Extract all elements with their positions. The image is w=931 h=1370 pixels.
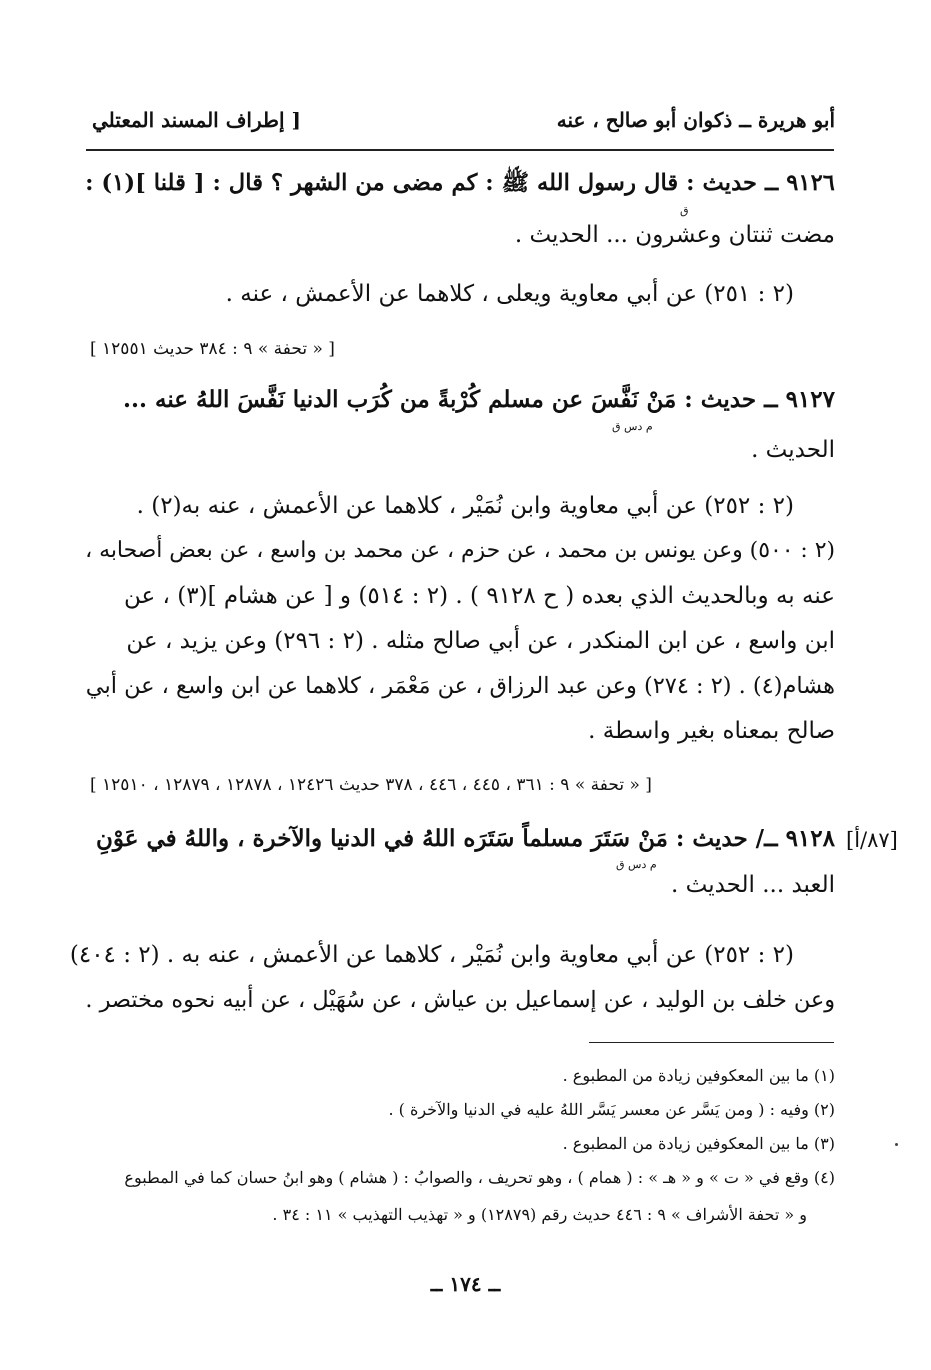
hadith-9126-sigla: ق bbox=[680, 204, 689, 217]
hadith-9128-line1: ٩١٢٨ ــ/ حديث : مَنْ سَتَرَ مسلماً سَتَرَه اللهُ في الدنيا والآخرة ، واللهُ في عَوْنِ bbox=[95, 825, 835, 852]
footnote-3: (٣) ما بين المعكوفين زيادة من المطبوع . bbox=[562, 1134, 835, 1153]
hadith-9127-chain-line: عنه به وبالحديث الذي بعده ( ح ٩١٢٨ ) . (٢ : ٥١٤) و [ عن هشام ](٣) ، عن bbox=[124, 583, 835, 609]
hadith-9128-sigla: م دس ق bbox=[616, 858, 657, 871]
hadith-9126-line2: مضت ثنتان وعشرون ... الحديث . bbox=[514, 222, 835, 248]
hadith-9126-chain: (٢ : ٢٥١) عن أبي معاوية ويعلى ، كلاهما عن الأعمش ، عنه . bbox=[225, 281, 794, 307]
scan-speck bbox=[895, 1143, 898, 1146]
footnote-4-continued: و « تحفة الأشراف » ٩ : ٤٤٦ حديث رقم (١٢٨٧٩) و « تهذيب التهذيب » ١١ : ٣٤ . bbox=[272, 1205, 807, 1224]
header-rule bbox=[86, 149, 834, 151]
footnote-rule bbox=[589, 1042, 834, 1043]
hadith-9127-chain-line: صالح بمعناه بغير واسطة . bbox=[588, 718, 835, 744]
manuscript-folio-marker: [٨٧/أ] bbox=[846, 828, 898, 852]
running-head-title: أبو هريرة ــ ذكوان أبو صالح ، عنه bbox=[556, 108, 835, 132]
footnote-4: (٤) وقع في « ت » و « هـ » : ( همام ) ، وهو تحريف ، والصوابُ : ( هشام ) وهو ابنُ حسان كما في المطبوع bbox=[124, 1168, 835, 1187]
footnote-1: (١) ما بين المعكوفين زيادة من المطبوع . bbox=[562, 1066, 835, 1085]
running-head-book: [ إطراف المسند المعتلي bbox=[92, 108, 301, 132]
hadith-9126-line1: ٩١٢٦ ــ حديث : قال رسول الله ﷺ : كم مضى من الشهر ؟ قال : [ قلنا ](١) : bbox=[85, 170, 835, 196]
page-number: ــ ١٧٤ ــ bbox=[430, 1272, 501, 1296]
footnote-2: (٢) وفيه : ( ومن يَسَّر عن معسر يَسَّر اللهُ عليه في الدنيا والآخرة ) . bbox=[388, 1100, 835, 1119]
hadith-9126-tuhfa-ref: [ « تحفة » ٩ : ٣٨٤ حديث ١٢٥٥١ ] bbox=[90, 339, 335, 359]
hadith-9127-chain-line: ابن واسع ، عن ابن المنكدر ، عن أبي صالح مثله . (٢ : ٢٩٦) وعن يزيد ، عن bbox=[126, 628, 835, 654]
hadith-9127-line1: ٩١٢٧ ــ حديث : مَنْ نَفَّسَ عن مسلم كُرْبةً من كُرَب الدنيا نَفَّسَ اللهُ عنه ... bbox=[123, 386, 835, 413]
hadith-9128-line2: العبد ... الحديث . bbox=[671, 872, 835, 898]
hadith-9128-chain-line: وعن خلف بن الوليد ، عن إسماعيل بن عياش ، عن سُهَيْل ، عن أبيه نحوه مختصر . bbox=[85, 987, 835, 1013]
hadith-9128-chain-line: (٢ : ٢٥٢) عن أبي معاوية وابن نُمَيْر ، كلاهما عن الأعمش ، عنه به . (٢ : ٤٠٤) bbox=[69, 942, 794, 968]
hadith-9127-line2: الحديث . bbox=[751, 437, 835, 463]
hadith-9127-chain-line: هشام(٤) . (٢ : ٢٧٤) وعن عبد الرزاق ، عن مَعْمَر ، كلاهما عن ابن واسع ، عن أبي bbox=[85, 673, 835, 699]
hadith-9127-tuhfa-ref: [ « تحفة » ٩ : ٣٦١ ، ٤٤٥ ، ٤٤٦ ، ٣٧٨ حديث ١٢٤٢٦ ، ١٢٨٧٨ ، ١٢٨٧٩ ، ١٢٥١٠ ] bbox=[90, 775, 652, 795]
hadith-9127-chain-line: (٢ : ٢٥٢) عن أبي معاوية وابن نُمَيْر ، كلاهما عن الأعمش ، عنه به(٢) . bbox=[136, 493, 794, 519]
hadith-9127-sigla: م دس ق bbox=[612, 420, 653, 433]
hadith-9127-chain-line: (٢ : ٥٠٠) وعن يونس بن محمد ، عن حزم ، عن محمد بن واسع ، عن بعض أصحابه ، bbox=[85, 538, 835, 563]
